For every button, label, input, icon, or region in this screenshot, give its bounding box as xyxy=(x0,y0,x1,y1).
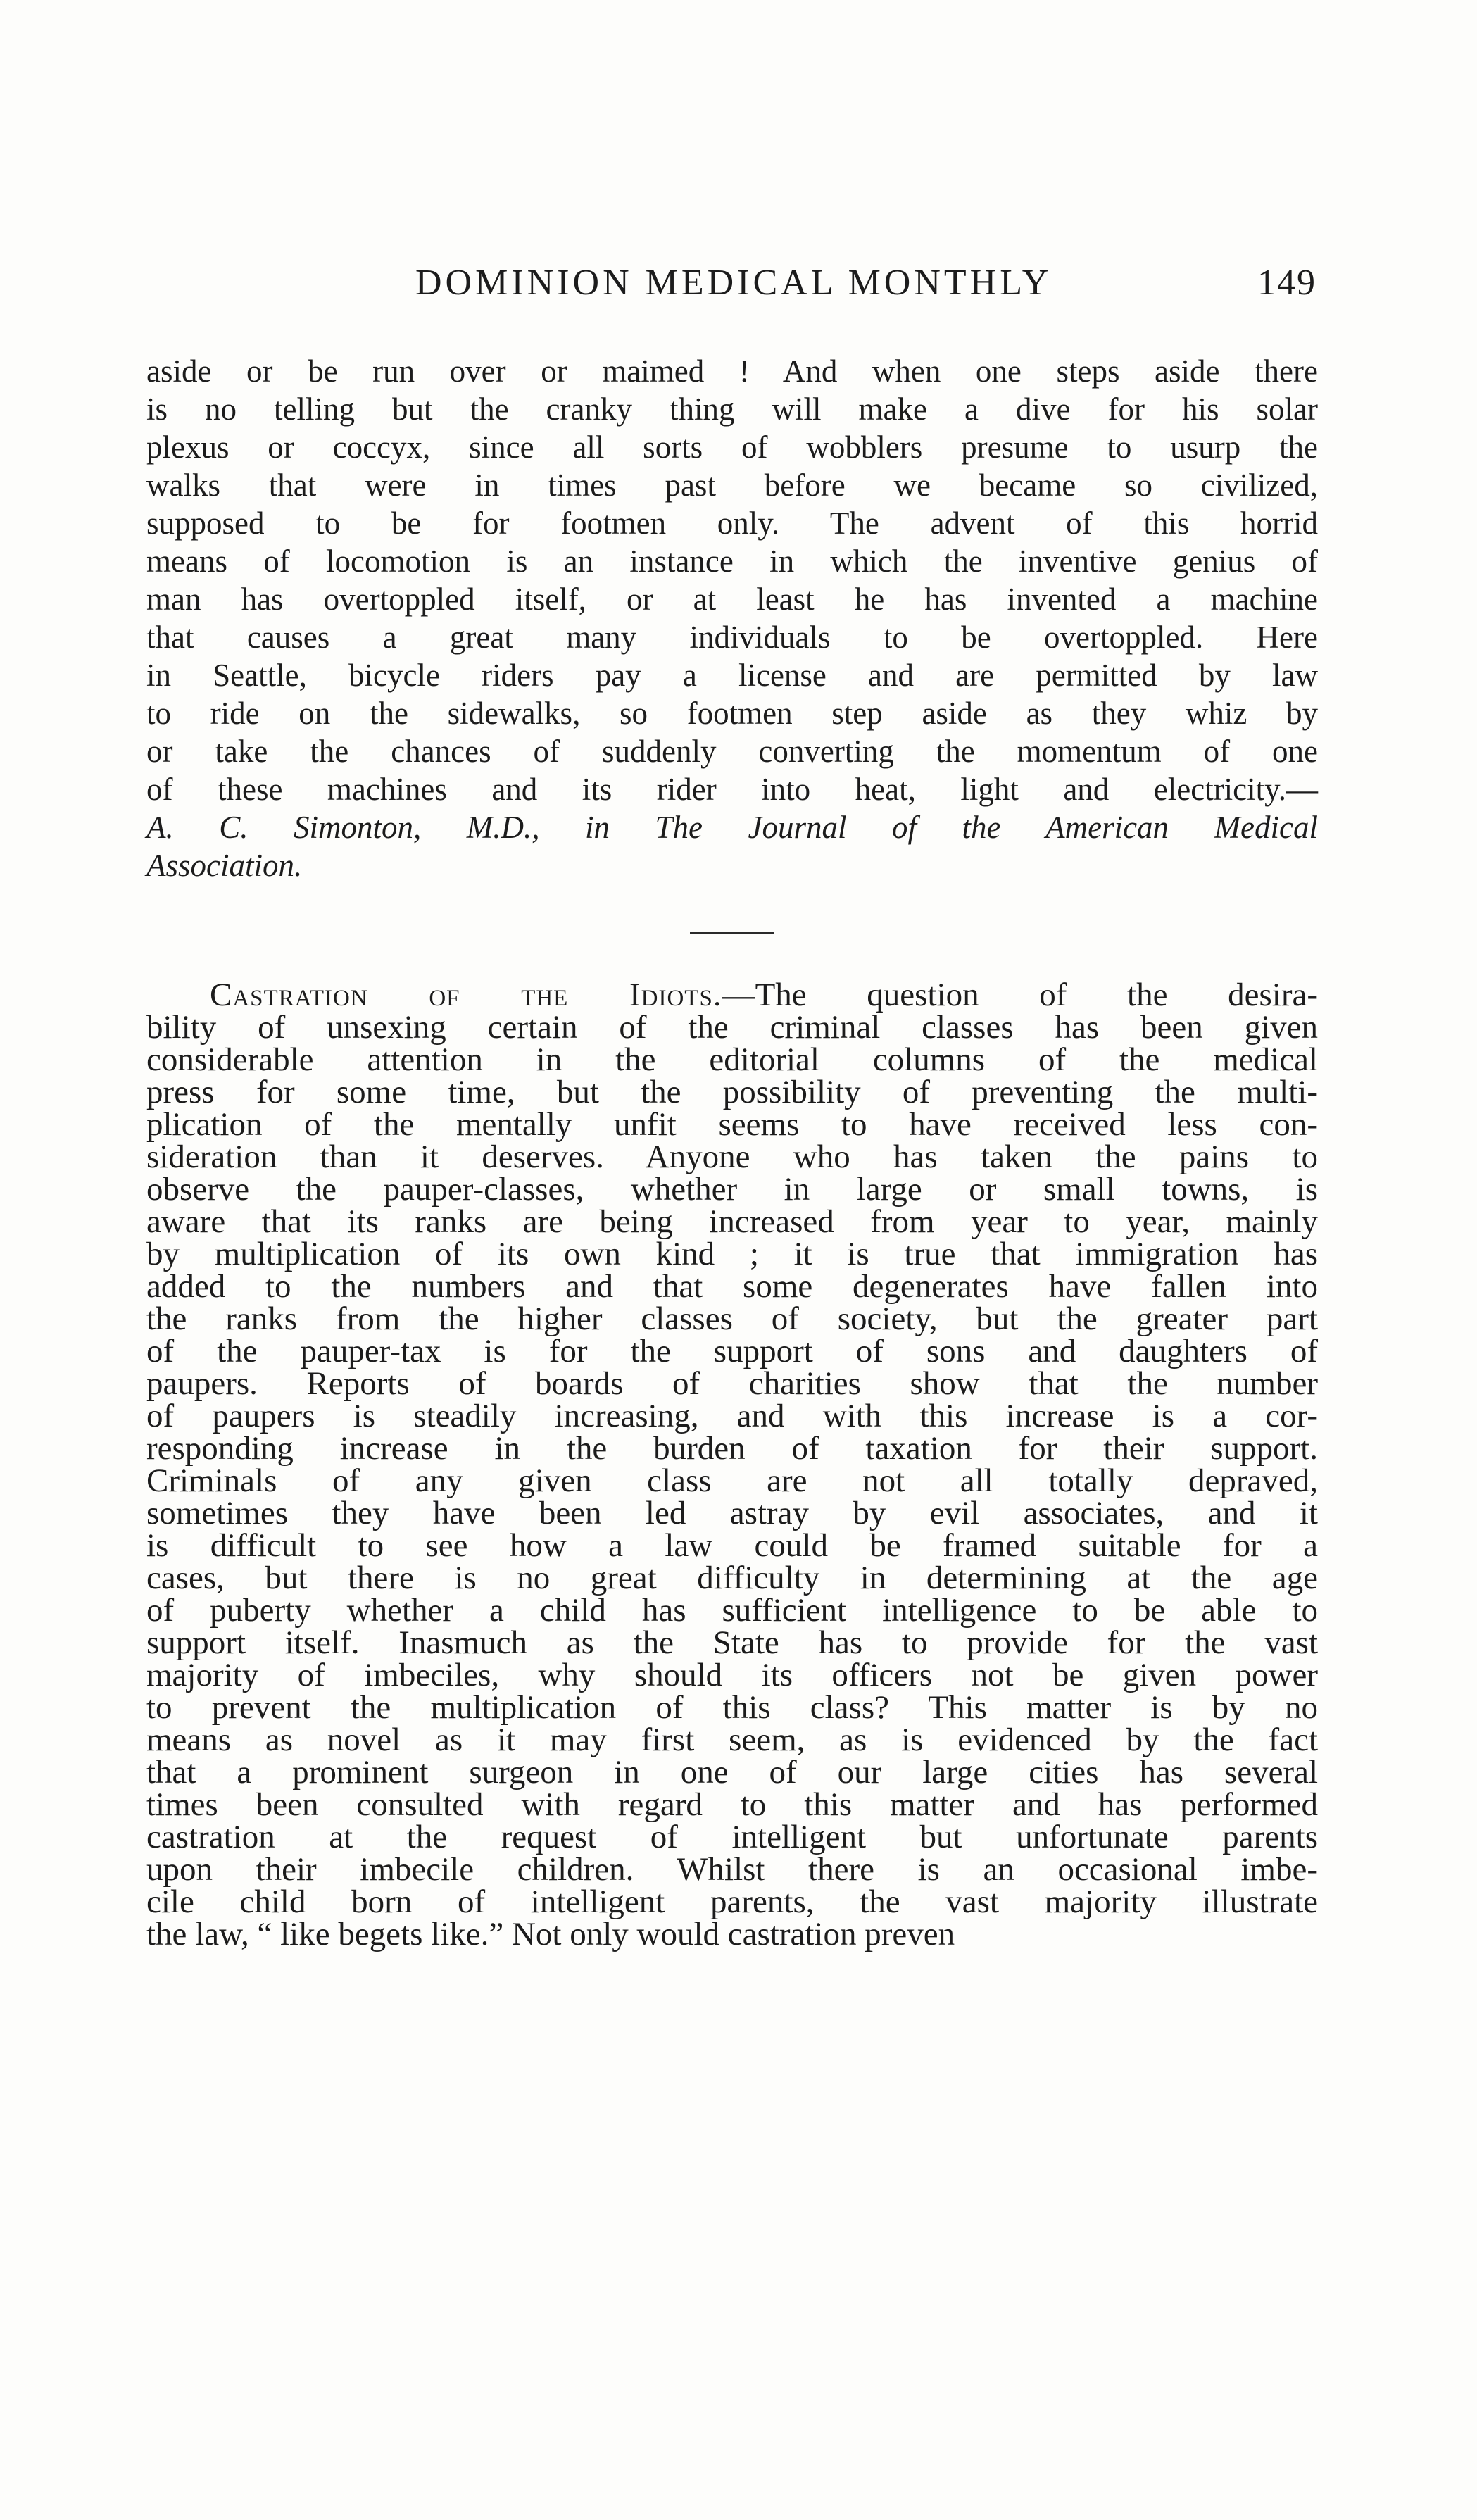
text-line: of paupers is steadily increasing, and with this increase is a cor- xyxy=(146,1398,1318,1434)
citation-line: Association. xyxy=(146,848,303,883)
text-line: bility of unsexing certain of the criminal classes has been given xyxy=(146,1009,1318,1046)
text-line: sometimes they have been led astray by evil associates, and it xyxy=(146,1495,1318,1531)
text-line: castration at the request of intelligent but unfortunate parents xyxy=(146,1819,1318,1855)
text-line: aware that its ranks are being increased from year to year, mainly xyxy=(146,1203,1318,1240)
article-castration xyxy=(146,979,1318,1950)
text-line: walks that were in times past before we became so civilized, xyxy=(146,468,1318,503)
text-line: of these machines and its rider into heat, light and electricity.— xyxy=(146,772,1318,807)
text-line: of the pauper-tax is for the support of sons and daughters of xyxy=(146,1333,1318,1369)
text-line: upon their imbecile children. Whilst there is an occasional imbe- xyxy=(146,1851,1318,1888)
text-line: press for some time, but the possibility of preventing the multi- xyxy=(146,1074,1318,1110)
text-line: support itself. Inasmuch as the State has to provide for the vast xyxy=(146,1624,1318,1661)
text-line: supposed to be for footmen only. The advent of this horrid xyxy=(146,506,1318,541)
text-line: to ride on the sidewalks, so footmen step aside as they whiz by xyxy=(146,696,1318,731)
text-line: is difficult to see how a law could be framed suitable for a xyxy=(146,1527,1318,1564)
text-line: cile child born of intelligent parents, the vast majority illustrate xyxy=(146,1883,1318,1920)
text-line: that causes a great many individuals to be overtoppled. Here xyxy=(146,620,1318,655)
heading-continuation: —The question of the desira- xyxy=(722,977,1319,1013)
text-line: majority of imbeciles, why should its officers not be given power xyxy=(146,1657,1318,1693)
text-line: considerable attention in the editorial columns of the medical xyxy=(146,1041,1318,1078)
text-line: man has overtoppled itself, or at least he has invented a machine xyxy=(146,582,1318,617)
text-line: Criminals of any given class are not all totally depraved, xyxy=(146,1462,1318,1499)
text-line: observe the pauper-classes, whether in large or small towns, is xyxy=(146,1171,1318,1208)
citation-line: A. C. Simonton, M.D., in The Journal of the American Medical xyxy=(146,810,1318,845)
text-line: by multiplication of its own kind ; it is true that immigration has xyxy=(146,1236,1318,1272)
text-line: that a prominent surgeon in one of our large cities has several xyxy=(146,1754,1318,1791)
text-line: means as novel as it may first seem, as is evidenced by the fact xyxy=(146,1722,1318,1758)
journal-title: DOMINION MEDICAL MONTHLY xyxy=(415,263,1052,303)
running-header xyxy=(148,262,1316,318)
text-line: the ranks from the higher classes of society, but the greater part xyxy=(146,1300,1318,1337)
text-line: responding increase in the burden of taxation for their support. xyxy=(146,1430,1318,1467)
text-line: cases, but there is no great difficulty in determining at the age xyxy=(146,1560,1318,1596)
text-line: to prevent the multiplication of this class? This matter is by no xyxy=(146,1689,1318,1726)
page-number: 149 xyxy=(1257,263,1316,303)
text-line: added to the numbers and that some degenerates have fallen into xyxy=(146,1268,1318,1305)
text-line: sideration than it deserves. Anyone who has taken the pains to xyxy=(146,1139,1318,1175)
text-line: or take the chances of suddenly converting the momentum of one xyxy=(146,734,1318,769)
text-line: times been consulted with regard to this matter and has performed xyxy=(146,1786,1318,1823)
article-bicycle-continuation xyxy=(146,352,1318,884)
text-line: means of locomotion is an instance in which the inventive genius of xyxy=(146,544,1318,579)
text-line: is no telling but the cranky thing will make a dive for his solar xyxy=(146,391,1318,427)
text-line: of puberty whether a child has sufficient intelligence to be able to xyxy=(146,1592,1318,1629)
text-line: plexus or coccyx, since all sorts of wobblers presume to usurp the xyxy=(146,430,1318,465)
text-line-first xyxy=(146,979,1318,1011)
text-line: the law, “ like begets like.” Not only would castration preven xyxy=(146,1916,955,1952)
section-divider xyxy=(690,932,774,934)
text-line: aside or be run over or maimed ! And when one steps aside there xyxy=(146,353,1318,389)
text-line: plication of the mentally unfit seems to have received less con- xyxy=(146,1106,1318,1143)
text-line: paupers. Reports of boards of charities show that the number xyxy=(146,1365,1318,1402)
text-line: in Seattle, bicycle riders pay a license and are permitted by law xyxy=(146,658,1318,693)
article-heading: Castration of the Idiots. xyxy=(210,977,722,1013)
